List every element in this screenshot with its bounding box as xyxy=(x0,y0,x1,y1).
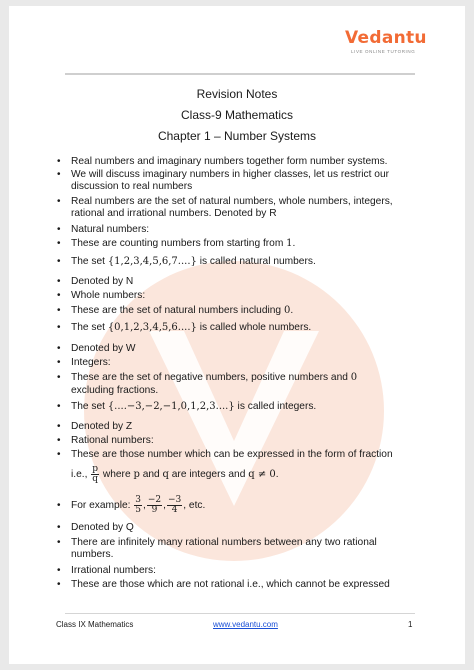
bullet-icon: • xyxy=(57,290,61,301)
bullet-icon: • xyxy=(57,224,61,235)
document-page: Vedantu LIVE ONLINE TUTORING Revision Notes Class-9 Mathematics Chapter 1 – Number Systems • Real numbers and imaginary numbers together form number systems. • We will discuss imaginary numbers in higher classes, let us restrict our discussion to real numbers • Real numbers are the set of natural numbers, whole numbers, integers, rational and irrational numbers. Denoted by R • Natural numbers: • These are counting numbers from starting from 1. • The set {1,2,3,4,5,6,7....} is called natural numbers. • Denoted by N • Whole numbers: • These are the set of natural numbers including 0. • The set {0,1,2,3,4,5,6....} is called whole numbers. • Denoted by W • Integers: • These are the set of negative numbers, positive numbers and 0 excluding fractions. • The set {....−3,−2,−1,0,1,2,3....} is called integers. • Denoted by Z • Rational numbers: • These are those number which can be expressed in the form of fraction i.e., $\frac{p}{q}$ where p and q are integers and q ≠ 0. • For example: $\frac{3}{5}$ , $\frac{-2}{9}$ , $\frac{-3}{4}$ , etc. • Denoted by Q • There are infinitely many rational numbers between any two rational numbers. • Irrational numbers: • These are those which are not rational i.e., which cannot be expressed Class IX Mathematics www.vedantu.com 1 xyxy=(9,6,465,664)
bullet-icon: • xyxy=(57,372,61,383)
bullet-icon: • xyxy=(57,579,61,590)
bullet-icon: • xyxy=(57,305,61,316)
bullet-icon: • xyxy=(57,256,61,267)
bullet-icon: • xyxy=(57,276,61,287)
vedantu-logo xyxy=(345,28,443,64)
footer-page-number: 1 xyxy=(408,620,413,629)
bullet-icon: • xyxy=(57,500,61,511)
footer-rule xyxy=(65,613,415,614)
bullet-icon: • xyxy=(57,357,61,368)
bullet-icon: • xyxy=(57,322,61,333)
title-class: Class-9 Mathematics xyxy=(180,108,294,122)
bullet-icon: • xyxy=(57,156,61,167)
bullet-icon: • xyxy=(57,537,61,548)
bullet-icon: • xyxy=(57,238,61,249)
title-revision-notes: Revision Notes xyxy=(196,87,278,101)
bullet-icon: • xyxy=(57,196,61,207)
title-chapter: Chapter 1 – Number Systems xyxy=(157,129,317,143)
bullet-icon: • xyxy=(57,435,61,446)
bullet-icon: • xyxy=(57,522,61,533)
logo-tagline: LIVE ONLINE TUTORING xyxy=(351,49,416,54)
bullet-icon: • xyxy=(57,401,61,412)
header-rule xyxy=(65,73,415,75)
bullet-icon: • xyxy=(57,169,61,180)
logo-brand: Vedantu xyxy=(345,28,427,48)
bullet-icon: • xyxy=(57,343,61,354)
bullet-icon: • xyxy=(57,565,61,576)
footer-website-link[interactable]: www.vedantu.com xyxy=(213,620,278,629)
bullet-icon: • xyxy=(57,449,61,460)
bullet-icon: • xyxy=(57,421,61,432)
footer-class-label: Class IX Mathematics xyxy=(56,620,134,629)
